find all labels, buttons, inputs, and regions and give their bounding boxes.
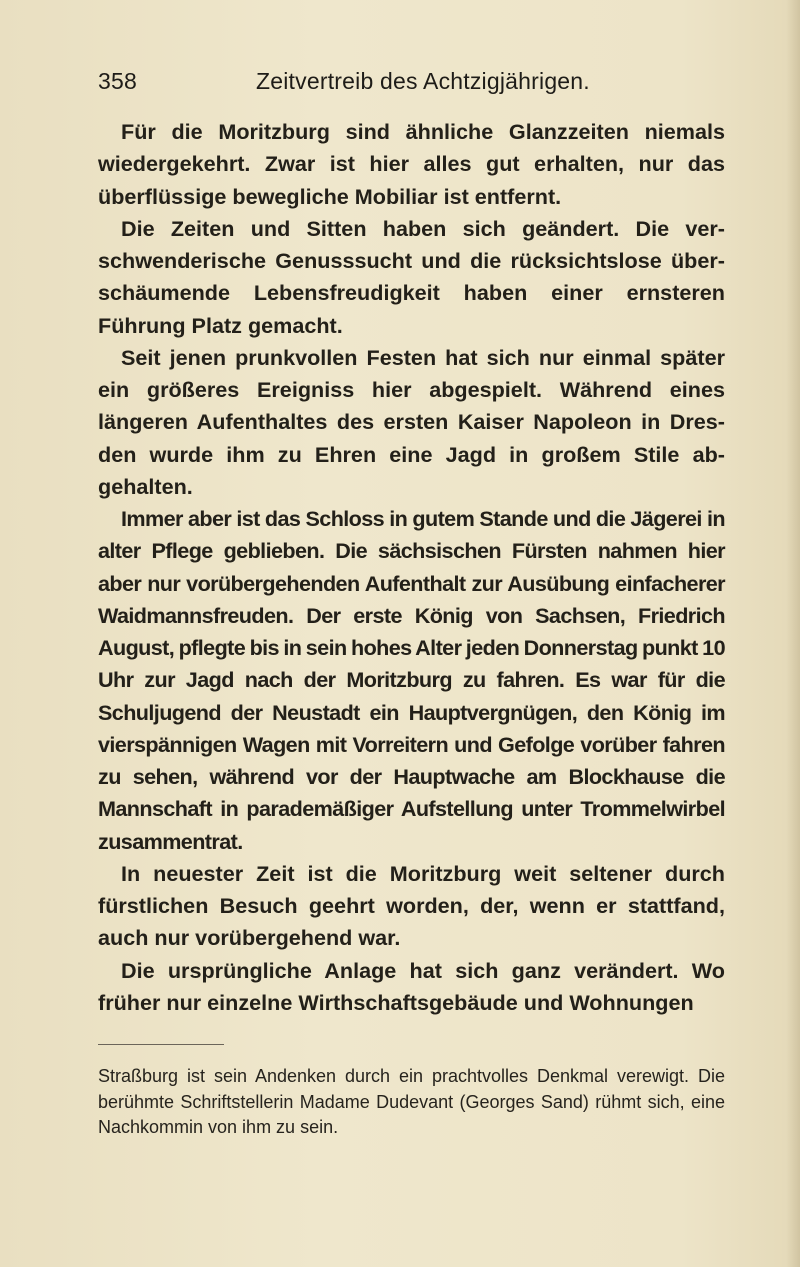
running-title: Zeitvertreib des Achtzigjährigen. xyxy=(256,68,590,94)
paragraph: Die ursprüngliche Anlage hat sich ganz verändert. Wo früher nur einzelne Wirthschaftsgebäude und Wohnungen xyxy=(98,957,725,1015)
paragraph: Die Zeiten und Sitten haben sich geändert. Die verschwenderische Genusssucht und die rücksichtslose überschäumende Lebensfreudigkeit haben einer ernsteren Führung Platz gemacht. xyxy=(98,215,725,338)
body-text xyxy=(98,116,725,1019)
footnote-divider xyxy=(98,1044,224,1045)
paragraph: Für die Moritzburg sind ähnliche Glanzzeiten niemals wiedergekehrt. Zwar ist hier alles gut erhalten, nur das überflüssige bewegliche Mobiliar ist entfernt. xyxy=(98,119,725,209)
paragraph: In neuester Zeit ist die Moritzburg weit seltener durch fürstlichen Besuch geehrt worden, der, wenn er stattfand, auch nur vorübergehend war. xyxy=(98,860,725,951)
page-header xyxy=(98,68,698,108)
paragraph: Seit jenen prunkvollen Festen hat sich nur einmal später ein größeres Ereigniss hier abgespielt. Während eines längeren Aufenthaltes des ersten Kaiser Napoleon in Dresden wurde ihm zu Ehren eine Jagd in großem Stile abgehalten. xyxy=(98,344,725,499)
page-number: 358 xyxy=(98,68,137,94)
footnote: Straßburg ist sein Andenken durch ein prachtvolles Denkmal verewigt. Die berühmte Schriftstellerin Madame Dudevant (Georges Sand) rühmt sich, eine Nachkommin von ihm zu sein. xyxy=(98,1066,725,1137)
page-edge-shadow xyxy=(786,0,800,1267)
paragraph: Immer aber ist das Schloss in gutem Stande und die Jägerei in alter Pflege geblieben. Die sächsischen Fürsten nahmen hier aber nur vorübergehenden Aufenthalt zur Ausübung einfacherer Waidmannsfreuden. Der erste König von Sachsen, Friedrich August, pflegte bis in sein hohes Alter jeden Donnerstag punkt 10 Uhr zur Jagd nach der Moritzburg zu fahren. Es war für die Schuljugend der Neustadt ein Hauptvergnügen, den König im vierspännigen Wagen mit Vorreitern und Gefolge vorüber fahren zu sehen, während vor der Hauptwache am Blockhause die Mannschaft in parademäßiger Aufstellung unter Trommelwirbel zusammentrat. xyxy=(98,506,725,854)
